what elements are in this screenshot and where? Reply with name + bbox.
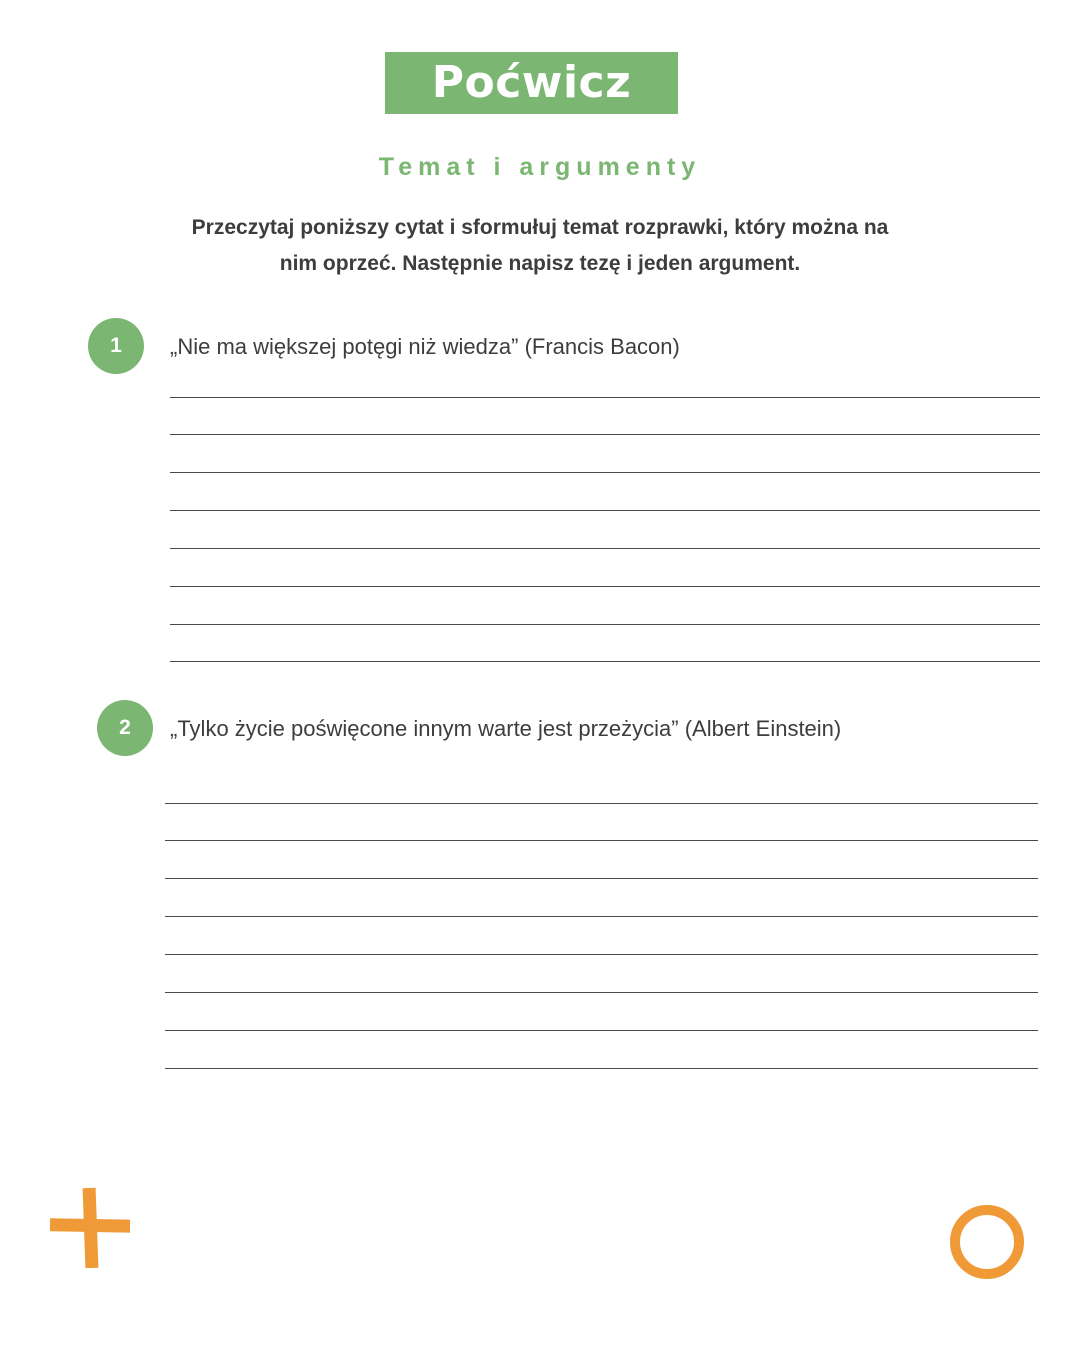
exercise-quote: „Tylko życie poświęcone innym warte jest przeżycia” (Albert Einstein) [170, 716, 842, 741]
answer-line[interactable] [165, 916, 1038, 917]
answer-line[interactable] [170, 624, 1040, 625]
answer-line[interactable] [170, 397, 1040, 398]
answer-line[interactable] [165, 803, 1038, 804]
instructions-line-2: nim oprzeć. Następnie napisz tezę i jeden argument. [279, 252, 801, 275]
page-title-banner [385, 52, 678, 114]
answer-line[interactable] [170, 661, 1040, 662]
plus-icon [48, 1186, 132, 1270]
answer-line[interactable] [170, 472, 1040, 473]
answer-line[interactable] [170, 586, 1040, 587]
answer-line[interactable] [170, 548, 1040, 549]
answer-line[interactable] [165, 1030, 1038, 1031]
page-title: Poćwicz [431, 57, 632, 108]
circle-icon [946, 1201, 1028, 1283]
exercise-number-badge: 1 [88, 318, 144, 374]
exercise-number-badge: 2 [97, 700, 153, 756]
answer-line[interactable] [165, 1068, 1038, 1069]
instructions-line-1: Przeczytaj poniższy cytat i sformułuj temat rozprawki, który można na [191, 216, 889, 239]
exercise-quote: „Nie ma większej potęgi niż wiedza” (Francis Bacon) [170, 334, 680, 359]
answer-line[interactable] [165, 954, 1038, 955]
answer-line[interactable] [165, 992, 1038, 993]
answer-line[interactable] [165, 840, 1038, 841]
answer-line[interactable] [170, 510, 1040, 511]
section-subtitle: Temat i argumenty [378, 153, 702, 181]
instructions [120, 210, 960, 282]
answer-line[interactable] [165, 878, 1038, 879]
answer-line[interactable] [170, 434, 1040, 435]
